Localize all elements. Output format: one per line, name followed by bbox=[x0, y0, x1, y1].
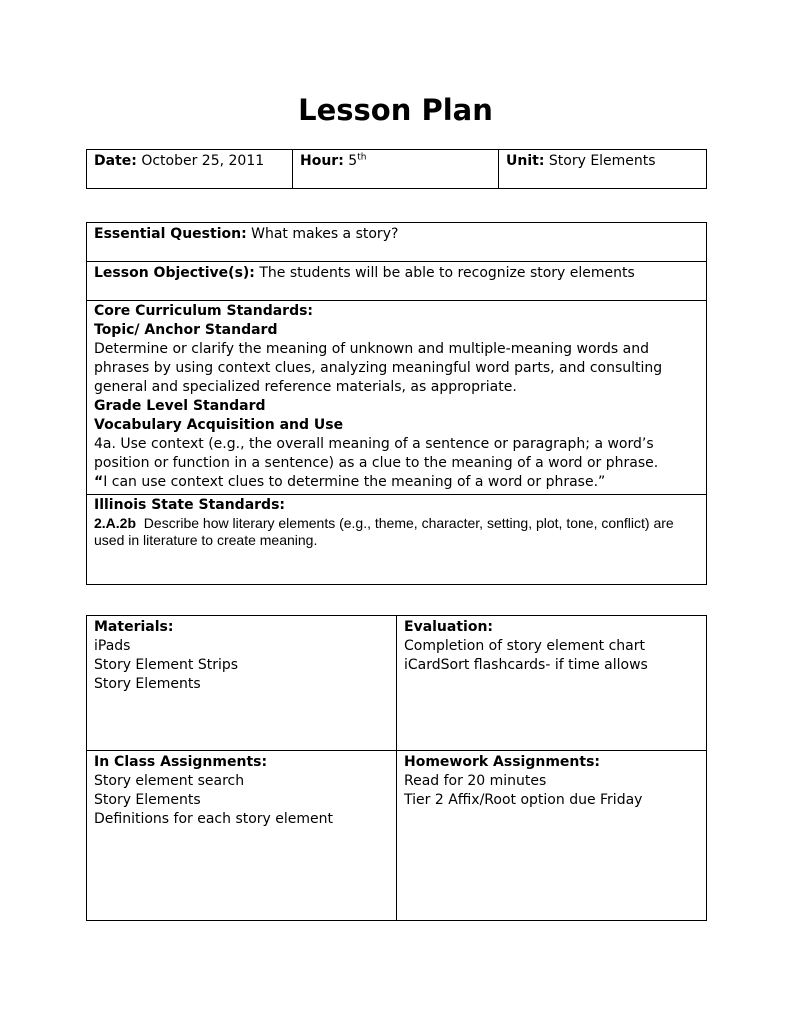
list-item: Tier 2 Affix/Root option due Friday bbox=[404, 792, 643, 808]
illinois-standard-entry bbox=[94, 515, 699, 549]
list-item: Story element search bbox=[94, 773, 245, 789]
i-can-text: I can use context clues to determine the meaning of a word or phrase.” bbox=[103, 474, 606, 490]
core-standards-label: Core Curriculum Standards: bbox=[94, 303, 314, 319]
lesson-objective-label: Lesson Objective(s): bbox=[94, 265, 255, 281]
lesson-objective-cell bbox=[87, 262, 707, 301]
vocabulary-text: 4a. Use context (e.g., the overall meaning of a sentence or paragraph; a word’s position or function in a sentence) as a clue to the meaning of a word or phrase. bbox=[94, 436, 659, 471]
essential-question-cell bbox=[87, 223, 707, 262]
hour-suffix: th bbox=[357, 152, 367, 163]
evaluation-label: Evaluation: bbox=[404, 619, 494, 635]
hour-value: 5 bbox=[348, 153, 358, 169]
illinois-standards-label: Illinois State Standards: bbox=[94, 497, 285, 513]
illinois-standard-code: 2.A.2b bbox=[94, 515, 137, 531]
vocabulary-label: Vocabulary Acquisition and Use bbox=[94, 417, 344, 433]
header-table bbox=[86, 149, 707, 189]
list-item: iCardSort flashcards- if time allows bbox=[404, 657, 648, 673]
anchor-standard-text: Determine or clarify the meaning of unknown and multiple-meaning words and phrases by using context clues, analyzing meaningful word parts, and consulting general and specialized reference materials, as appropriate. bbox=[94, 341, 663, 395]
list-item: Story Elements bbox=[94, 676, 201, 692]
page-title: Lesson Plan bbox=[298, 93, 493, 127]
core-standards-cell bbox=[87, 301, 707, 495]
i-can-open-quote: “ bbox=[94, 474, 104, 490]
date-cell bbox=[87, 150, 293, 189]
list-item: Definitions for each story element bbox=[94, 811, 334, 827]
illinois-standard-text: Describe how literary elements (e.g., theme, character, setting, plot, tone, conflict) are used in literature to create meaning. bbox=[94, 515, 674, 548]
date-value: October 25, 2011 bbox=[141, 153, 265, 169]
assignments-table bbox=[86, 615, 707, 921]
in-class-cell bbox=[87, 751, 397, 921]
list-item: Read for 20 minutes bbox=[404, 773, 547, 789]
evaluation-cell bbox=[397, 616, 707, 751]
essential-question-label: Essential Question: bbox=[94, 226, 247, 242]
hour-label: Hour: bbox=[300, 153, 344, 169]
materials-cell bbox=[87, 616, 397, 751]
list-item: Story Element Strips bbox=[94, 657, 239, 673]
homework-cell bbox=[397, 751, 707, 921]
illinois-standards-cell bbox=[87, 495, 707, 585]
lesson-objective-value: The students will be able to recognize story elements bbox=[259, 265, 635, 281]
unit-cell bbox=[499, 150, 707, 189]
in-class-label: In Class Assignments: bbox=[94, 754, 268, 770]
i-can-statement bbox=[94, 473, 699, 492]
homework-label: Homework Assignments: bbox=[404, 754, 601, 770]
essential-question-value: What makes a story? bbox=[251, 226, 399, 242]
anchor-standard-label: Topic/ Anchor Standard bbox=[94, 322, 278, 338]
grade-level-label: Grade Level Standard bbox=[94, 398, 266, 414]
date-label: Date: bbox=[94, 153, 137, 169]
hour-cell bbox=[293, 150, 499, 189]
list-item: Completion of story element chart bbox=[404, 638, 645, 654]
unit-label: Unit: bbox=[506, 153, 545, 169]
unit-value: Story Elements bbox=[548, 153, 656, 169]
list-item: Story Elements bbox=[94, 792, 201, 808]
standards-table bbox=[86, 222, 707, 585]
materials-label: Materials: bbox=[94, 619, 174, 635]
list-item: iPads bbox=[94, 638, 131, 654]
